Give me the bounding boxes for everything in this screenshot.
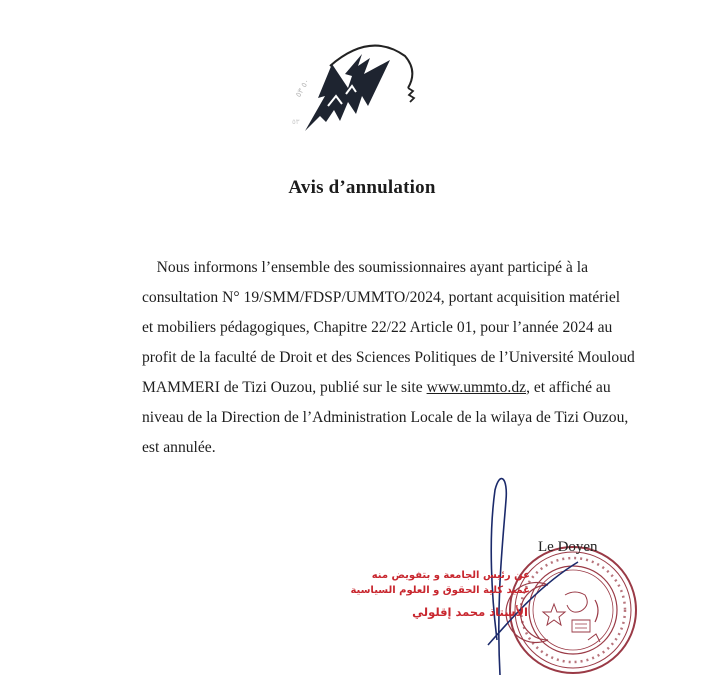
- body-line-5-text: MAMMERI de Tizi Ouzou, publié sur le site: [142, 379, 427, 396]
- stamp-line-3: الأستاذ محمد إقلولي: [412, 605, 528, 619]
- university-logo-icon: [290, 36, 440, 136]
- svg-text:٥٣: ٥٣: [292, 118, 300, 126]
- body-line-3: et mobiliers pédagogiques, Chapitre 22/22 Article 01, pour l’année 2024 au: [142, 319, 613, 336]
- body-line-5-tail: , et affiché au: [526, 379, 611, 396]
- signatory-role: Le Doyen: [538, 539, 598, 555]
- body-line-5: [142, 373, 611, 403]
- svg-text:٥٠ ٥٣: ٥٠ ٥٣: [293, 77, 312, 99]
- body-line-7: est annulée.: [142, 439, 216, 456]
- body-line-1: Nous informons l’ensemble des soumissionnaires ayant participé à la: [156, 259, 588, 276]
- notice-body: [142, 253, 635, 463]
- website-link[interactable]: www.ummto.dz: [426, 379, 527, 396]
- stamp-line-1: عن رئيس الجامعة و بتفويض منه: [371, 570, 530, 581]
- stamp-line-2: عميد كلية الحقوق و العلوم السياسية: [350, 585, 530, 596]
- body-line-2: consultation N° 19/SMM/FDSP/UMMTO/2024, portant acquisition matériel: [142, 289, 621, 306]
- body-line-6: niveau de la Direction de l’Administration Locale de la wilaya de Tizi Ouzou,: [142, 409, 629, 426]
- page-title: Avis d’annulation: [288, 177, 436, 198]
- body-line-4: profit de la faculté de Droit et des Sciences Politiques de l’Université Mouloud: [142, 349, 635, 366]
- dean-stamp: [350, 568, 530, 622]
